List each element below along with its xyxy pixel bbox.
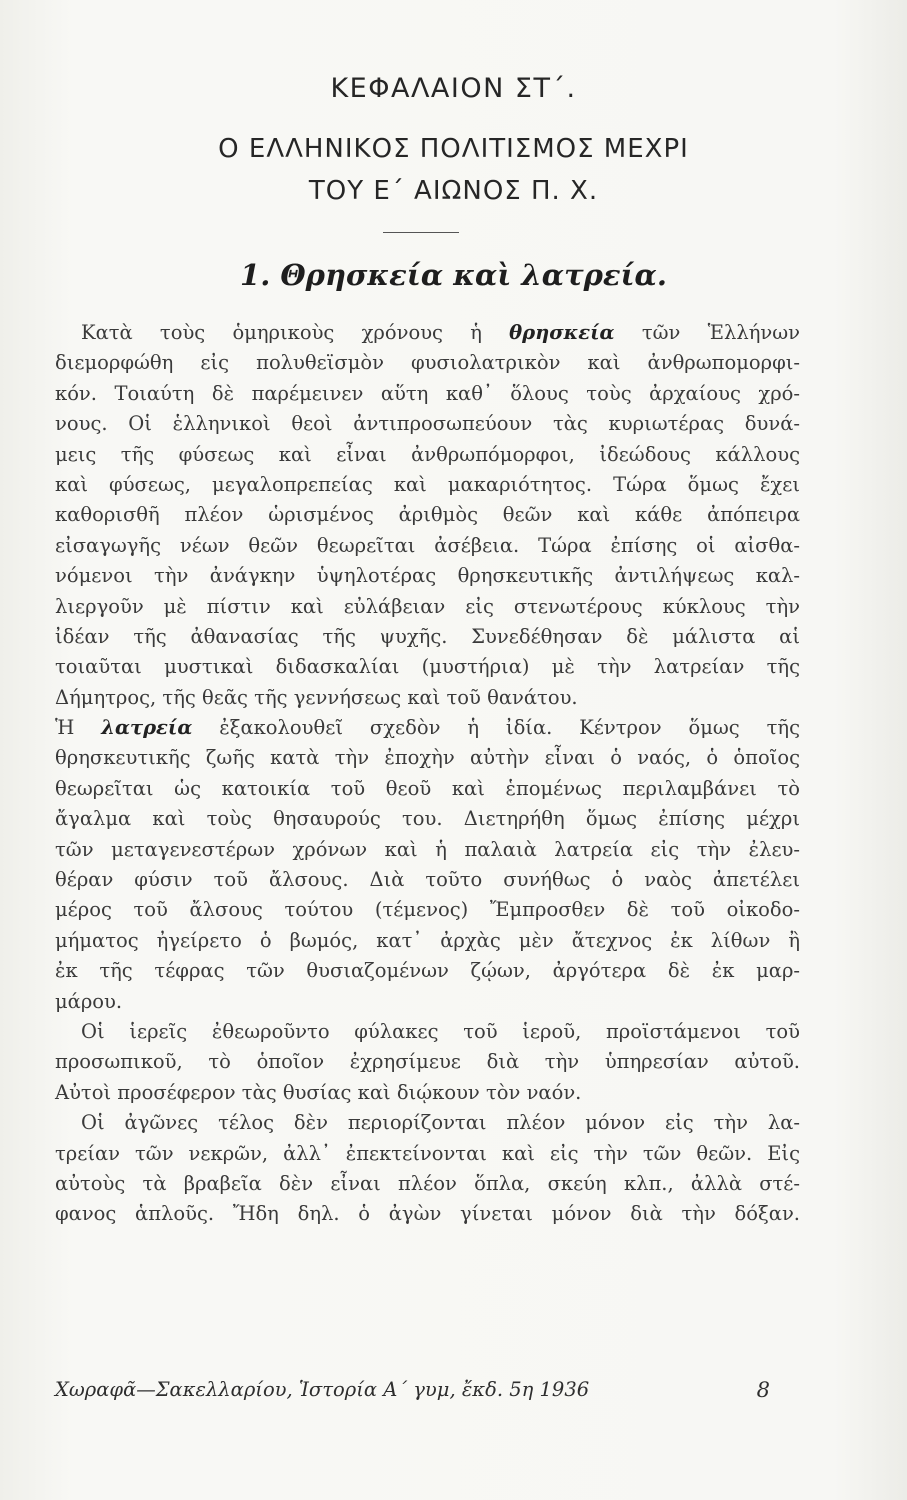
text-line: ἰδέαν τῆς ἀθανασίας τῆς ψυχῆς. Συνεδέθησαν δὲ μάλιστα αἱ [55, 624, 800, 648]
text-line: ἐκ τῆς τέφρας τῶν θυσιαζομένων ζῴων, ἀργότερα δὲ ἐκ μαρ- [55, 959, 800, 983]
text-line: μήματος ἠγείρετο ὁ βωμός, κατ᾽ ἀρχὰς μὲν ἄτεχνος ἐκ λίθων ἢ [55, 928, 800, 952]
page-number: 8 [756, 1378, 770, 1402]
text-line: κόν. Τοιαύτη δὲ παρέμεινεν αὕτη καθ᾽ ὅλους τοὺς ἀρχαίους χρό- [55, 381, 800, 405]
book-reference: Χωραφᾶ—Σακελλαρίου, Ἱστορία Α΄ γυμ, ἔκδ. 5η 1936 [55, 1378, 590, 1401]
paragraph-1 [55, 318, 800, 713]
text-line: εἰσαγωγῆς νέων θεῶν θεωρεῖται ἀσέβεια. Τώρα ἐπίσης οἱ αἰσθα- [55, 533, 800, 557]
text-line: Οἱ ἀγῶνες τέλος δὲν περιορίζονται πλέον μόνον εἰς τὴν λα- [81, 1111, 800, 1135]
text-line: καθορισθῆ πλέον ὡρισμένος ἀριθμὸς θεῶν καὶ κάθε ἀπόπειρα [55, 503, 800, 527]
text-line: τῶν μεταγενεστέρων χρόνων καὶ ἡ παλαιὰ λατρεία εἰς τὴν ἐλευ- [55, 837, 800, 861]
text-line: μάρου. [55, 989, 123, 1013]
text-line: θέραν φύσιν τοῦ ἄλσους. Διὰ τοῦτο συνήθως ὁ ναὸς ἀπετέλει [55, 868, 800, 892]
text-line: θεωρεῖται ὡς κατοικία τοῦ θεοῦ καὶ ἑπομένως περιλαμβάνει τὸ [55, 776, 800, 800]
text-line: λιεργοῦν μὲ πίστιν καὶ εὐλάβειαν εἰς στενωτέρους κύκλους τὴν [55, 594, 800, 618]
chapter-title-line-2: ΤΟΥ Ε΄ ΑΙΩΝΟΣ Π. Χ. [308, 176, 599, 206]
text-line: μεις τῆς φύσεως καὶ εἶναι ἀνθρωπόμορφοι, ἰδεώδους κάλλους [55, 442, 800, 466]
paragraph-2 [55, 713, 800, 1017]
text-line: Οἱ ἱερεῖς ἐθεωροῦντο φύλακες τοῦ ἱεροῦ, προϊστάμενοι τοῦ [81, 1019, 800, 1043]
text-line: νους. Οἱ ἑλληνικοὶ θεοὶ ἀντιπροσωπεύουν τὰς κυριωτέρας δυνά- [55, 412, 800, 436]
text-line: διεμορφώθη εἰς πολυθεϊσμὸν φυσιολατρικὸν καὶ ἀνθρωπομορφι- [55, 351, 800, 375]
text-line: καὶ φύσεως, μεγαλοπρεπείας καὶ μακαριότητος. Τώρα ὅμως ἔχει [55, 472, 800, 496]
section-heading: 1. Θρησκεία καὶ λατρεία. [240, 258, 667, 292]
body-text [55, 318, 800, 1230]
text-line: τοιαῦται μυστικαὶ διδασκαλίαι (μυστήρια) μὲ τὴν λατρείαν τῆς [55, 655, 800, 679]
text-line: νόμενοι τὴν ἀνάγκην ὑψηλοτέρας θρησκευτικῆς ἀντιλήψεως καλ- [55, 564, 800, 588]
text-line: θρησκευτικῆς ζωῆς κατὰ τὴν ἐποχὴν αὐτὴν εἶναι ὁ ναός, ὁ ὁποῖος [55, 746, 800, 770]
paragraph-3 [55, 1017, 800, 1108]
page-footer [55, 1378, 800, 1402]
text-line: Δήμητρος, τῆς θεᾶς τῆς γεννήσεως καὶ τοῦ θανάτου. [55, 685, 578, 709]
chapter-label: ΚΕΦΑΛΑΙΟΝ ΣΤ΄. [330, 73, 577, 104]
text-line: προσωπικοῦ, τὸ ὁποῖον ἐχρησίμευε διὰ τὴν ὑπηρεσίαν αὐτοῦ. [55, 1050, 800, 1074]
text-line: φανος ἁπλοῦς. Ἤδη δηλ. ὁ ἀγὼν γίνεται μόνον διὰ τὴν δόξαν. [55, 1202, 800, 1226]
chapter-title [0, 128, 907, 212]
title-divider [383, 232, 459, 233]
text-line: ἄγαλμα καὶ τοὺς θησαυρούς του. Διετηρήθη ὅμως ἐπίσης μέχρι [55, 807, 800, 831]
text-line: Ἡ λατρεία ἐξακολουθεῖ σχεδὸν ἡ ἰδία. Κέντρον ὅμως τῆς [55, 716, 801, 740]
chapter-title-line-1: Ο ΕΛΛΗΝΙΚΟΣ ΠΟΛΙΤΙΣΜΟΣ ΜΕΧΡΙ [218, 134, 689, 164]
emphasis-term: θρησκεία [509, 321, 615, 344]
text-line: τρείαν τῶν νεκρῶν, ἀλλ᾽ ἐπεκτείνονται καὶ εἰς τὴν τῶν θεῶν. Εἰς [55, 1141, 800, 1165]
paragraph-4 [55, 1108, 800, 1230]
text-line: μέρος τοῦ ἄλσους τούτου (τέμενος) Ἔμπροσθεν δὲ τοῦ οἰκοδο- [55, 898, 800, 922]
text-line: αὐτοὺς τὰ βραβεῖα δὲν εἶναι πλέον ὅπλα, σκεύη κλπ., ἀλλὰ στέ- [55, 1171, 800, 1195]
text-line: Αὐτοὶ προσέφερον τὰς θυσίας καὶ διῴκουν τὸν ναόν. [55, 1080, 582, 1104]
emphasis-term: λατρεία [101, 716, 193, 740]
text-line: Κατὰ τοὺς ὁμηρικοὺς χρόνους ἡ θρησκεία τῶν Ἑλλήνων [81, 321, 800, 344]
